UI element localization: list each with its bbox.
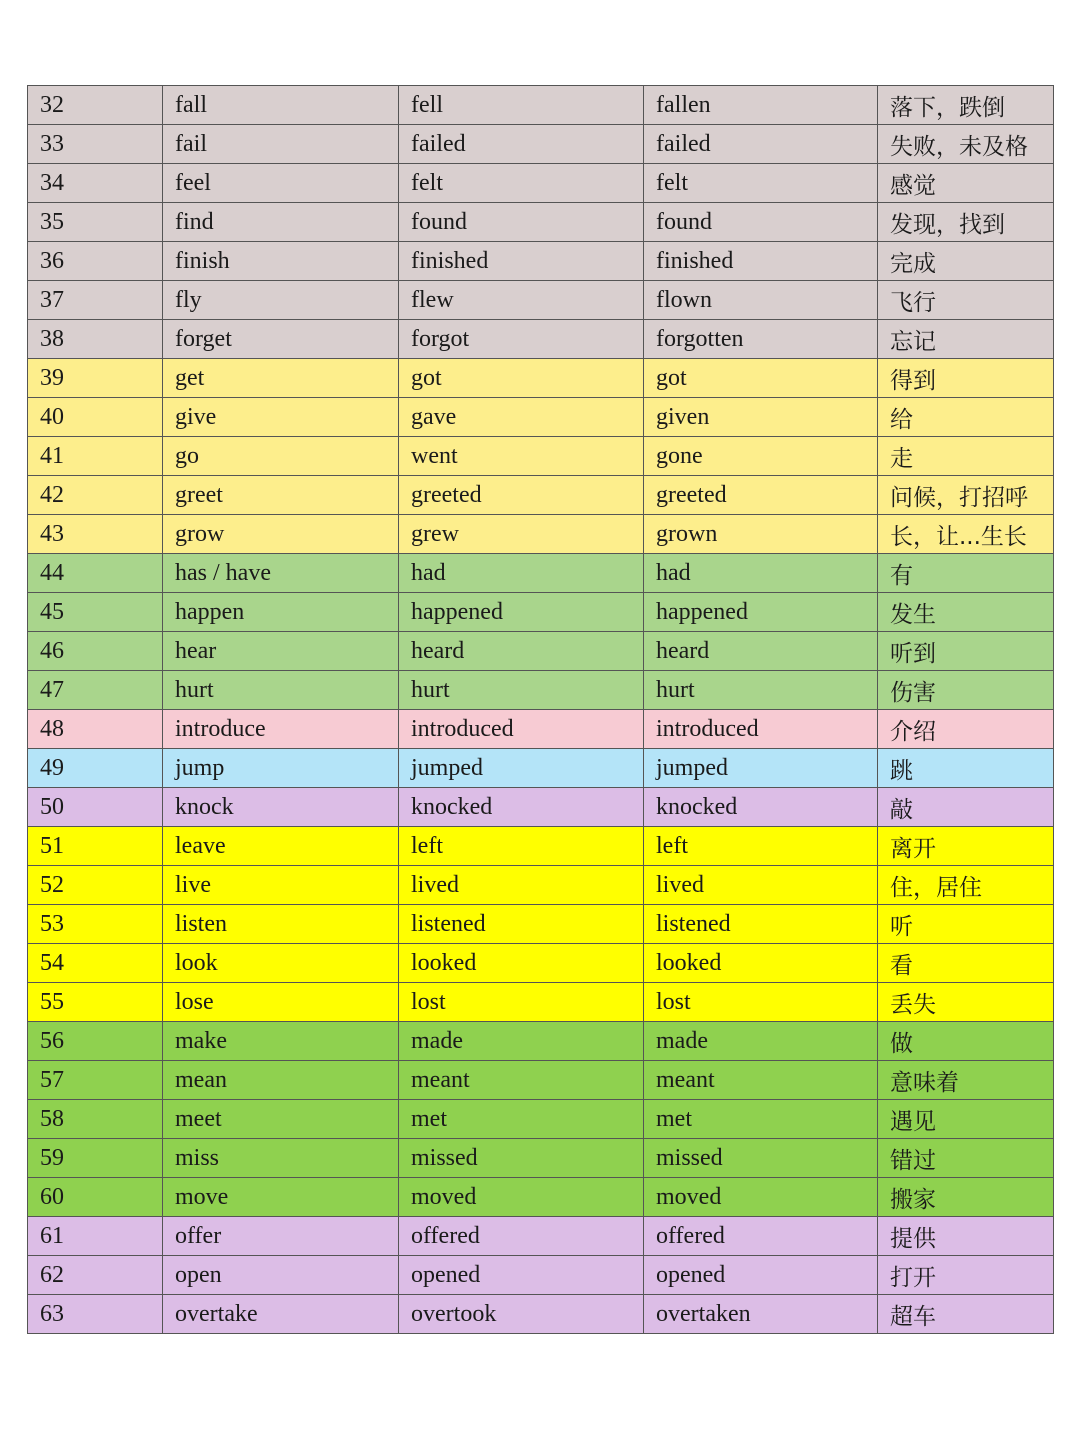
base-form-cell: find: [163, 203, 399, 242]
table-row: [28, 827, 1054, 866]
past-tense-cell: met: [399, 1100, 644, 1139]
table-row: [28, 1178, 1054, 1217]
row-number-cell: 35: [28, 203, 163, 242]
past-participle-cell: opened: [644, 1256, 878, 1295]
past-participle-cell: grown: [644, 515, 878, 554]
base-form-cell: hear: [163, 632, 399, 671]
past-participle-cell: happened: [644, 593, 878, 632]
past-participle-cell: found: [644, 203, 878, 242]
row-number-cell: 51: [28, 827, 163, 866]
chinese-meaning-cell: 忘记: [878, 320, 1054, 359]
past-participle-cell: gone: [644, 437, 878, 476]
past-participle-cell: fallen: [644, 86, 878, 125]
chinese-meaning-cell: 得到: [878, 359, 1054, 398]
base-form-cell: overtake: [163, 1295, 399, 1334]
past-tense-cell: jumped: [399, 749, 644, 788]
table-row: [28, 554, 1054, 593]
base-form-cell: fall: [163, 86, 399, 125]
row-number-cell: 56: [28, 1022, 163, 1061]
past-tense-cell: got: [399, 359, 644, 398]
base-form-cell: fly: [163, 281, 399, 320]
table-row: [28, 788, 1054, 827]
past-participle-cell: meant: [644, 1061, 878, 1100]
past-participle-cell: offered: [644, 1217, 878, 1256]
chinese-meaning-cell: 跳: [878, 749, 1054, 788]
base-form-cell: feel: [163, 164, 399, 203]
past-participle-cell: had: [644, 554, 878, 593]
table-row: [28, 281, 1054, 320]
past-tense-cell: overtook: [399, 1295, 644, 1334]
row-number-cell: 45: [28, 593, 163, 632]
past-tense-cell: heard: [399, 632, 644, 671]
past-tense-cell: forgot: [399, 320, 644, 359]
row-number-cell: 59: [28, 1139, 163, 1178]
table-row: [28, 320, 1054, 359]
chinese-meaning-cell: 完成: [878, 242, 1054, 281]
row-number-cell: 41: [28, 437, 163, 476]
past-tense-cell: greeted: [399, 476, 644, 515]
chinese-meaning-cell: 提供: [878, 1217, 1054, 1256]
chinese-meaning-cell: 做: [878, 1022, 1054, 1061]
irregular-verb-table: [27, 85, 1054, 1334]
table-row: [28, 164, 1054, 203]
past-participle-cell: hurt: [644, 671, 878, 710]
base-form-cell: lose: [163, 983, 399, 1022]
table-row: [28, 242, 1054, 281]
row-number-cell: 60: [28, 1178, 163, 1217]
base-form-cell: miss: [163, 1139, 399, 1178]
chinese-meaning-cell: 问候，打招呼: [878, 476, 1054, 515]
base-form-cell: jump: [163, 749, 399, 788]
table-row: [28, 905, 1054, 944]
past-tense-cell: missed: [399, 1139, 644, 1178]
table-row: [28, 593, 1054, 632]
past-tense-cell: hurt: [399, 671, 644, 710]
base-form-cell: hurt: [163, 671, 399, 710]
table-row: [28, 983, 1054, 1022]
chinese-meaning-cell: 住，居住: [878, 866, 1054, 905]
base-form-cell: knock: [163, 788, 399, 827]
row-number-cell: 55: [28, 983, 163, 1022]
base-form-cell: finish: [163, 242, 399, 281]
past-tense-cell: moved: [399, 1178, 644, 1217]
base-form-cell: fail: [163, 125, 399, 164]
table-row: [28, 1022, 1054, 1061]
past-participle-cell: heard: [644, 632, 878, 671]
table-row: [28, 398, 1054, 437]
past-participle-cell: made: [644, 1022, 878, 1061]
table-row: [28, 1139, 1054, 1178]
base-form-cell: forget: [163, 320, 399, 359]
past-participle-cell: met: [644, 1100, 878, 1139]
past-participle-cell: jumped: [644, 749, 878, 788]
past-tense-cell: looked: [399, 944, 644, 983]
chinese-meaning-cell: 给: [878, 398, 1054, 437]
chinese-meaning-cell: 离开: [878, 827, 1054, 866]
past-tense-cell: grew: [399, 515, 644, 554]
past-tense-cell: offered: [399, 1217, 644, 1256]
row-number-cell: 42: [28, 476, 163, 515]
past-tense-cell: introduced: [399, 710, 644, 749]
table-row: [28, 476, 1054, 515]
table-row: [28, 437, 1054, 476]
past-tense-cell: fell: [399, 86, 644, 125]
row-number-cell: 62: [28, 1256, 163, 1295]
base-form-cell: give: [163, 398, 399, 437]
row-number-cell: 50: [28, 788, 163, 827]
base-form-cell: listen: [163, 905, 399, 944]
verb-table-body: [28, 86, 1054, 1334]
past-participle-cell: forgotten: [644, 320, 878, 359]
row-number-cell: 36: [28, 242, 163, 281]
table-row: [28, 86, 1054, 125]
table-row: [28, 203, 1054, 242]
past-tense-cell: left: [399, 827, 644, 866]
table-row: [28, 632, 1054, 671]
row-number-cell: 52: [28, 866, 163, 905]
past-tense-cell: opened: [399, 1256, 644, 1295]
chinese-meaning-cell: 失败，未及格: [878, 125, 1054, 164]
base-form-cell: leave: [163, 827, 399, 866]
table-row: [28, 710, 1054, 749]
past-tense-cell: finished: [399, 242, 644, 281]
base-form-cell: mean: [163, 1061, 399, 1100]
table-row: [28, 944, 1054, 983]
past-participle-cell: listened: [644, 905, 878, 944]
row-number-cell: 37: [28, 281, 163, 320]
chinese-meaning-cell: 发现，找到: [878, 203, 1054, 242]
past-participle-cell: looked: [644, 944, 878, 983]
base-form-cell: open: [163, 1256, 399, 1295]
table-row: [28, 359, 1054, 398]
past-participle-cell: missed: [644, 1139, 878, 1178]
chinese-meaning-cell: 丢失: [878, 983, 1054, 1022]
table-row: [28, 1100, 1054, 1139]
row-number-cell: 58: [28, 1100, 163, 1139]
chinese-meaning-cell: 走: [878, 437, 1054, 476]
table-row: [28, 1061, 1054, 1100]
table-row: [28, 125, 1054, 164]
row-number-cell: 44: [28, 554, 163, 593]
past-tense-cell: gave: [399, 398, 644, 437]
table-row: [28, 749, 1054, 788]
base-form-cell: meet: [163, 1100, 399, 1139]
base-form-cell: make: [163, 1022, 399, 1061]
row-number-cell: 39: [28, 359, 163, 398]
past-participle-cell: moved: [644, 1178, 878, 1217]
past-tense-cell: found: [399, 203, 644, 242]
past-participle-cell: got: [644, 359, 878, 398]
chinese-meaning-cell: 打开: [878, 1256, 1054, 1295]
row-number-cell: 63: [28, 1295, 163, 1334]
base-form-cell: grow: [163, 515, 399, 554]
past-participle-cell: failed: [644, 125, 878, 164]
row-number-cell: 53: [28, 905, 163, 944]
past-tense-cell: listened: [399, 905, 644, 944]
base-form-cell: live: [163, 866, 399, 905]
chinese-meaning-cell: 有: [878, 554, 1054, 593]
past-participle-cell: felt: [644, 164, 878, 203]
base-form-cell: happen: [163, 593, 399, 632]
past-tense-cell: made: [399, 1022, 644, 1061]
past-participle-cell: knocked: [644, 788, 878, 827]
row-number-cell: 34: [28, 164, 163, 203]
row-number-cell: 61: [28, 1217, 163, 1256]
chinese-meaning-cell: 落下，跌倒: [878, 86, 1054, 125]
base-form-cell: greet: [163, 476, 399, 515]
table-row: [28, 1295, 1054, 1334]
row-number-cell: 46: [28, 632, 163, 671]
past-participle-cell: introduced: [644, 710, 878, 749]
past-participle-cell: flown: [644, 281, 878, 320]
table-row: [28, 1217, 1054, 1256]
base-form-cell: offer: [163, 1217, 399, 1256]
row-number-cell: 43: [28, 515, 163, 554]
chinese-meaning-cell: 看: [878, 944, 1054, 983]
row-number-cell: 49: [28, 749, 163, 788]
table-row: [28, 671, 1054, 710]
chinese-meaning-cell: 敲: [878, 788, 1054, 827]
chinese-meaning-cell: 感觉: [878, 164, 1054, 203]
row-number-cell: 54: [28, 944, 163, 983]
chinese-meaning-cell: 介绍: [878, 710, 1054, 749]
base-form-cell: get: [163, 359, 399, 398]
chinese-meaning-cell: 超车: [878, 1295, 1054, 1334]
past-tense-cell: flew: [399, 281, 644, 320]
past-tense-cell: had: [399, 554, 644, 593]
table-row: [28, 515, 1054, 554]
past-participle-cell: left: [644, 827, 878, 866]
base-form-cell: move: [163, 1178, 399, 1217]
past-tense-cell: meant: [399, 1061, 644, 1100]
chinese-meaning-cell: 伤害: [878, 671, 1054, 710]
chinese-meaning-cell: 发生: [878, 593, 1054, 632]
row-number-cell: 33: [28, 125, 163, 164]
chinese-meaning-cell: 飞行: [878, 281, 1054, 320]
past-tense-cell: happened: [399, 593, 644, 632]
base-form-cell: has / have: [163, 554, 399, 593]
chinese-meaning-cell: 听到: [878, 632, 1054, 671]
chinese-meaning-cell: 遇见: [878, 1100, 1054, 1139]
table-row: [28, 1256, 1054, 1295]
table-row: [28, 866, 1054, 905]
past-participle-cell: greeted: [644, 476, 878, 515]
base-form-cell: look: [163, 944, 399, 983]
chinese-meaning-cell: 听: [878, 905, 1054, 944]
past-tense-cell: lost: [399, 983, 644, 1022]
base-form-cell: go: [163, 437, 399, 476]
row-number-cell: 48: [28, 710, 163, 749]
past-tense-cell: went: [399, 437, 644, 476]
row-number-cell: 32: [28, 86, 163, 125]
row-number-cell: 47: [28, 671, 163, 710]
past-participle-cell: lost: [644, 983, 878, 1022]
past-participle-cell: lived: [644, 866, 878, 905]
past-tense-cell: felt: [399, 164, 644, 203]
past-participle-cell: given: [644, 398, 878, 437]
past-participle-cell: finished: [644, 242, 878, 281]
row-number-cell: 40: [28, 398, 163, 437]
base-form-cell: introduce: [163, 710, 399, 749]
row-number-cell: 38: [28, 320, 163, 359]
chinese-meaning-cell: 长，让...生长: [878, 515, 1054, 554]
past-tense-cell: failed: [399, 125, 644, 164]
chinese-meaning-cell: 意味着: [878, 1061, 1054, 1100]
past-participle-cell: overtaken: [644, 1295, 878, 1334]
chinese-meaning-cell: 搬家: [878, 1178, 1054, 1217]
chinese-meaning-cell: 错过: [878, 1139, 1054, 1178]
past-tense-cell: knocked: [399, 788, 644, 827]
past-tense-cell: lived: [399, 866, 644, 905]
row-number-cell: 57: [28, 1061, 163, 1100]
